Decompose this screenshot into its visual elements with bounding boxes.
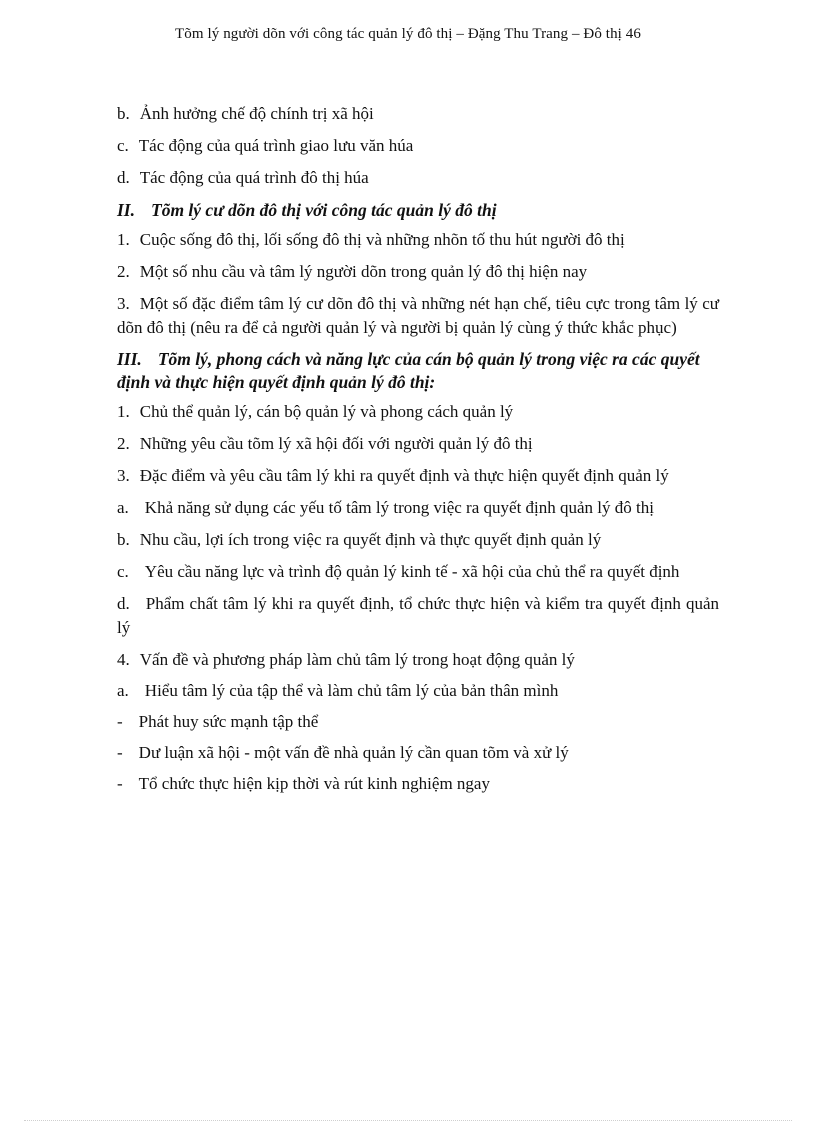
list-item xyxy=(117,528,719,552)
item-marker: a. xyxy=(117,498,129,517)
item-marker: 2. xyxy=(117,262,130,281)
section-heading xyxy=(117,348,719,394)
list-item xyxy=(117,464,719,488)
item-marker: 3. xyxy=(117,294,130,313)
item-marker: d. xyxy=(117,594,130,613)
item-text: Những yêu cầu tõm lý xã hội đối với người quản lý đô thị xyxy=(139,434,533,453)
bullet-dash: - xyxy=(117,743,123,762)
item-marker: a. xyxy=(117,681,129,700)
section-title: Tõm lý cư dõn đô thị với công tác quản lý đô thị xyxy=(151,200,497,220)
list-item xyxy=(117,102,719,126)
list-item xyxy=(117,400,719,424)
running-header: Tõm lý người dõn với công tác quản lý đô thị – Đặng Thu Trang – Đô thị 46 xyxy=(175,26,641,42)
item-text: Hiểu tâm lý của tập thể và làm chủ tâm lý của bản thân mình xyxy=(144,681,559,700)
item-text: Nhu cầu, lợi ích trong việc ra quyết định và thực quyết định quản lý xyxy=(139,530,602,549)
list-item xyxy=(117,166,719,190)
list-item xyxy=(117,592,719,640)
item-marker: b. xyxy=(117,530,130,549)
item-marker: 3. xyxy=(117,466,130,485)
item-text: Phát huy sức mạnh tập thể xyxy=(138,712,319,731)
item-marker: b. xyxy=(117,104,130,123)
item-text: Đặc điểm và yêu cầu tâm lý khi ra quyết định và thực hiện quyết định quản lý xyxy=(139,466,669,485)
section-number: II. xyxy=(117,200,135,220)
item-marker: 4. xyxy=(117,650,130,669)
item-text: Một số nhu cầu và tâm lý người dõn trong quản lý đô thị hiện nay xyxy=(139,262,588,281)
list-item xyxy=(117,432,719,456)
list-item xyxy=(117,741,719,765)
bullet-dash: - xyxy=(117,712,123,731)
list-item xyxy=(117,134,719,158)
list-item xyxy=(117,292,719,340)
item-text: Tác động của quá trình giao lưu văn húa xyxy=(138,136,414,155)
item-text: Một số đặc điểm tâm lý cư dõn đô thị và những nét hạn chế, tiêu cực trong tâm lý cư dõn đô thị (nêu ra để cả người quản lý và người bị quản lý cùng ý thức khắc phục) xyxy=(117,294,719,337)
item-marker: 2. xyxy=(117,434,130,453)
section-title: Tõm lý, phong cách và năng lực của cán bộ quản lý trong việc ra các quyết định và thực hiện quyết định quản lý đô thị: xyxy=(117,349,700,392)
item-text: Ảnh hưởng chế độ chính trị xã hội xyxy=(139,104,374,123)
section-heading xyxy=(117,198,719,222)
item-text: Phẩm chất tâm lý khi ra quyết định, tổ chức thực hiện và kiểm tra quyết định quản lý xyxy=(117,594,719,637)
item-marker: c. xyxy=(117,562,129,581)
item-marker: 1. xyxy=(117,402,130,421)
item-text: Cuộc sống đô thị, lối sống đô thị và những nhõn tố thu hút người đô thị xyxy=(139,230,625,249)
list-item xyxy=(117,260,719,284)
list-item xyxy=(117,496,719,520)
item-marker: 1. xyxy=(117,230,130,249)
list-item xyxy=(117,228,719,252)
page-bottom-rule xyxy=(24,1120,792,1121)
list-item xyxy=(117,560,719,584)
item-text: Chủ thể quản lý, cán bộ quản lý và phong cách quản lý xyxy=(139,402,514,421)
list-item xyxy=(117,772,719,796)
item-text: Tác động của quá trình đô thị húa xyxy=(139,168,369,187)
list-item xyxy=(117,710,719,734)
list-item xyxy=(117,679,719,703)
item-text: Khả năng sử dụng các yếu tố tâm lý trong việc ra quyết định quản lý đô thị xyxy=(144,498,654,517)
document-body xyxy=(117,102,719,803)
list-item xyxy=(117,648,719,672)
item-marker: d. xyxy=(117,168,130,187)
item-text: Yêu cầu năng lực và trình độ quản lý kinh tế - xã hội của chủ thể ra quyết định xyxy=(144,562,680,581)
item-text: Vấn đề và phương pháp làm chủ tâm lý trong hoạt động quản lý xyxy=(139,650,575,669)
item-marker: c. xyxy=(117,136,129,155)
item-text: Dư luận xã hội - một vấn đề nhà quản lý cần quan tõm và xử lý xyxy=(138,743,569,762)
bullet-dash: - xyxy=(117,774,123,793)
section-number: III. xyxy=(117,349,142,369)
item-text: Tổ chức thực hiện kịp thời và rút kinh nghiệm ngay xyxy=(138,774,490,793)
